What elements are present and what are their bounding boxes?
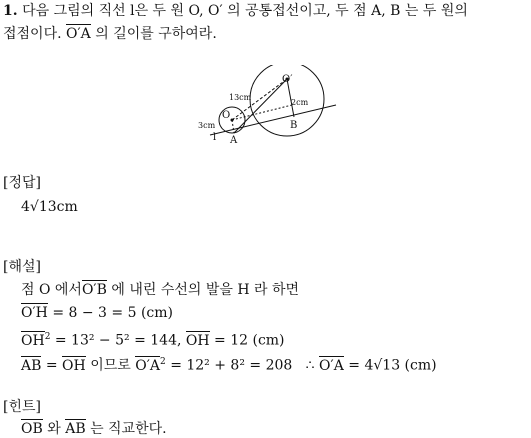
hint-post: 는 직교한다. bbox=[90, 421, 167, 437]
point-o bbox=[231, 119, 234, 122]
geometry-figure bbox=[0, 65, 531, 185]
segment-o-prime-a: O′A bbox=[66, 26, 91, 42]
solution-4-final: = 4√13 (cm) bbox=[348, 357, 437, 374]
solution-4-mid: 이므로 bbox=[90, 357, 131, 374]
segment-o-prime-b: O′B bbox=[81, 282, 107, 298]
problem-line-2 bbox=[3, 25, 217, 43]
label-13cm: 13cm bbox=[229, 93, 252, 102]
solution-line-3 bbox=[21, 328, 285, 350]
segment-ab-2: AB bbox=[65, 421, 86, 437]
label-3cm: 3cm bbox=[198, 121, 216, 130]
segment-ab: AB bbox=[21, 357, 42, 374]
segment-oh-2: OH bbox=[185, 332, 210, 349]
solution-header: [해설] bbox=[3, 259, 41, 275]
hint-header: [힌트] bbox=[3, 399, 41, 415]
solution-4-eq: = bbox=[45, 357, 58, 374]
therefore-symbol: ∴ bbox=[305, 357, 315, 374]
problem-text-1: 다음 그림의 직선 l은 두 원 O, O′ 의 공통접선이고, 두 점 A, B 는 두 원의 bbox=[22, 3, 468, 19]
segment-o-prime-h: O′H bbox=[21, 305, 48, 321]
solution-3-mid: = 13² − 5² = 144, bbox=[54, 332, 182, 349]
radius-o-a bbox=[232, 120, 234, 133]
answer-value: 4√13cm bbox=[21, 199, 78, 215]
hint-mid: 와 bbox=[47, 421, 61, 437]
label-2cm: 2cm bbox=[291, 98, 309, 107]
solution-line-1 bbox=[21, 281, 299, 299]
superscript-2: 2 bbox=[44, 332, 51, 342]
segment-oh: OH bbox=[21, 332, 45, 349]
solution-3-rest: = 12 (cm) bbox=[214, 332, 285, 349]
solution-2-rest: = 8 − 3 = 5 (cm) bbox=[52, 305, 173, 321]
answer-header: [정답] bbox=[3, 175, 41, 191]
label-a: A bbox=[230, 135, 238, 146]
segment-o-prime-a-2: O′A bbox=[135, 357, 160, 374]
segment-oh-3: OH bbox=[62, 357, 86, 374]
superscript-2b: 2 bbox=[160, 357, 166, 367]
label-l: l bbox=[213, 132, 217, 143]
solution-line-4 bbox=[21, 353, 437, 375]
problem-text-2-pre: 접점이다. bbox=[3, 26, 62, 42]
segment-o-prime-a-3: O′A bbox=[319, 357, 344, 374]
solution-1-pre: 점 O 에서 bbox=[21, 282, 82, 298]
problem-text-2-post: 의 길이를 구하여라. bbox=[95, 26, 217, 42]
segment-ob: OB bbox=[21, 421, 43, 437]
problem-line-1 bbox=[3, 2, 468, 20]
label-o: O bbox=[222, 110, 231, 121]
hint-line bbox=[21, 420, 167, 438]
label-b: B bbox=[290, 120, 298, 131]
problem-number: 1. bbox=[3, 3, 18, 19]
solution-4-rest: = 12² + 8² = 208 bbox=[170, 357, 293, 374]
solution-line-2 bbox=[21, 304, 173, 322]
solution-1-post: 에 내린 수선의 발을 H 라 하면 bbox=[111, 282, 300, 298]
label-o-prime: O′ bbox=[282, 74, 293, 85]
